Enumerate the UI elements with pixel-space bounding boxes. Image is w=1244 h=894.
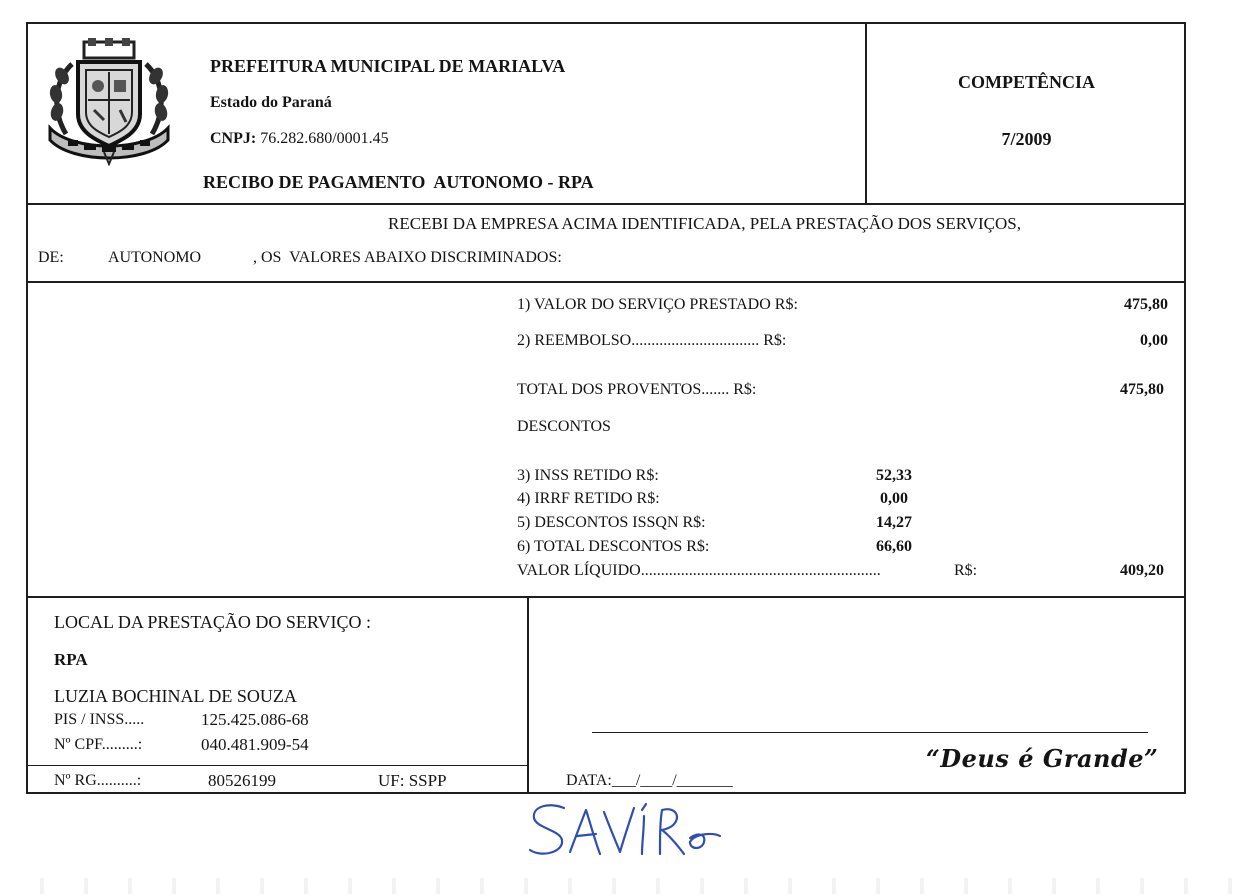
cnpj-line — [210, 130, 389, 148]
pis-value: 125.425.086-68 — [201, 710, 309, 729]
total-descontos-value: 66,60 — [876, 538, 912, 555]
local-label: LOCAL DA PRESTAÇÃO DO SERVIÇO : — [54, 612, 371, 632]
irrf-label: 4) IRRF RETIDO R$: — [517, 490, 660, 507]
header-divider-vertical — [865, 22, 867, 204]
provider-name: LUZIA BOCHINAL DE SOUZA — [54, 686, 297, 706]
reembolso-label: 2) REEMBOLSO................................ R$: — [517, 332, 787, 349]
date-field[interactable] — [566, 772, 733, 790]
motto-text: “Deus é Grande” — [926, 744, 1159, 773]
state-name: Estado do Paraná — [210, 94, 332, 111]
cnpj-value: 76.282.680/0001.45 — [260, 130, 389, 147]
date-blank: ___/____/_______ — [611, 772, 733, 789]
header-divider — [26, 203, 1186, 205]
declaration-line-1: RECEBI DA EMPRESA ACIMA IDENTIFICADA, PELA PRESTAÇÃO DOS SERVIÇOS, — [388, 214, 1021, 233]
signature-line[interactable] — [592, 732, 1148, 733]
liquido-currency: R$: — [954, 562, 978, 579]
servico-value: 475,80 — [1124, 296, 1168, 313]
inss-label: 3) INSS RETIDO R$: — [517, 467, 659, 484]
local-value: RPA — [54, 650, 88, 669]
liquido-label: VALOR LÍQUIDO............................................................ — [517, 562, 881, 579]
date-label: DATA: — [566, 772, 612, 789]
rg-label: Nº RG..........: — [54, 772, 142, 789]
inss-value: 52,33 — [876, 467, 912, 484]
total-descontos-label: 6) TOTAL DESCONTOS R$: — [517, 538, 710, 555]
reembolso-value: 0,00 — [1140, 332, 1168, 349]
total-proventos-label: TOTAL DOS PROVENTOS....... R$: — [517, 381, 757, 398]
competencia-label: COMPETÊNCIA — [957, 72, 1095, 92]
document-title: RECIBO DE PAGAMENTO AUTONOMO - RPA — [203, 172, 594, 192]
de-label: DE: — [38, 249, 64, 266]
declaration-divider — [26, 281, 1186, 283]
municipality-name: PREFEITURA MUNICIPAL DE MARIALVA — [210, 56, 566, 76]
uf-label: UF: — [378, 771, 405, 790]
handwritten-signature-icon — [520, 796, 740, 868]
liquido-value: 409,20 — [1120, 562, 1164, 579]
servico-label: 1) VALOR DO SERVIÇO PRESTADO R$: — [517, 296, 798, 313]
pis-label: PIS / INSS..... — [54, 711, 145, 728]
irrf-value: 0,00 — [880, 490, 908, 507]
uf-value: SSPP — [408, 771, 447, 790]
scan-edge — [0, 878, 1244, 894]
cnpj-label: CNPJ: — [210, 130, 257, 147]
rg-separator — [26, 765, 528, 766]
cpf-value: 040.481.909-54 — [201, 735, 309, 754]
values-divider — [26, 596, 1186, 598]
uf-line — [378, 771, 447, 791]
descontos-heading: DESCONTOS — [517, 418, 611, 435]
service-type: AUTONOMO — [108, 249, 202, 266]
total-proventos-value: 475,80 — [1120, 381, 1164, 398]
coat-of-arms-icon — [42, 36, 176, 166]
rg-value: 80526199 — [208, 771, 276, 790]
issqn-value: 14,27 — [876, 514, 912, 531]
declaration-line-2: , OS VALORES ABAIXO DISCRIMINADOS: — [253, 249, 562, 266]
cpf-label: Nº CPF.........: — [54, 736, 143, 753]
issqn-label: 5) DESCONTOS ISSQN R$: — [517, 514, 706, 531]
competencia-value: 7/2009 — [1001, 129, 1052, 149]
